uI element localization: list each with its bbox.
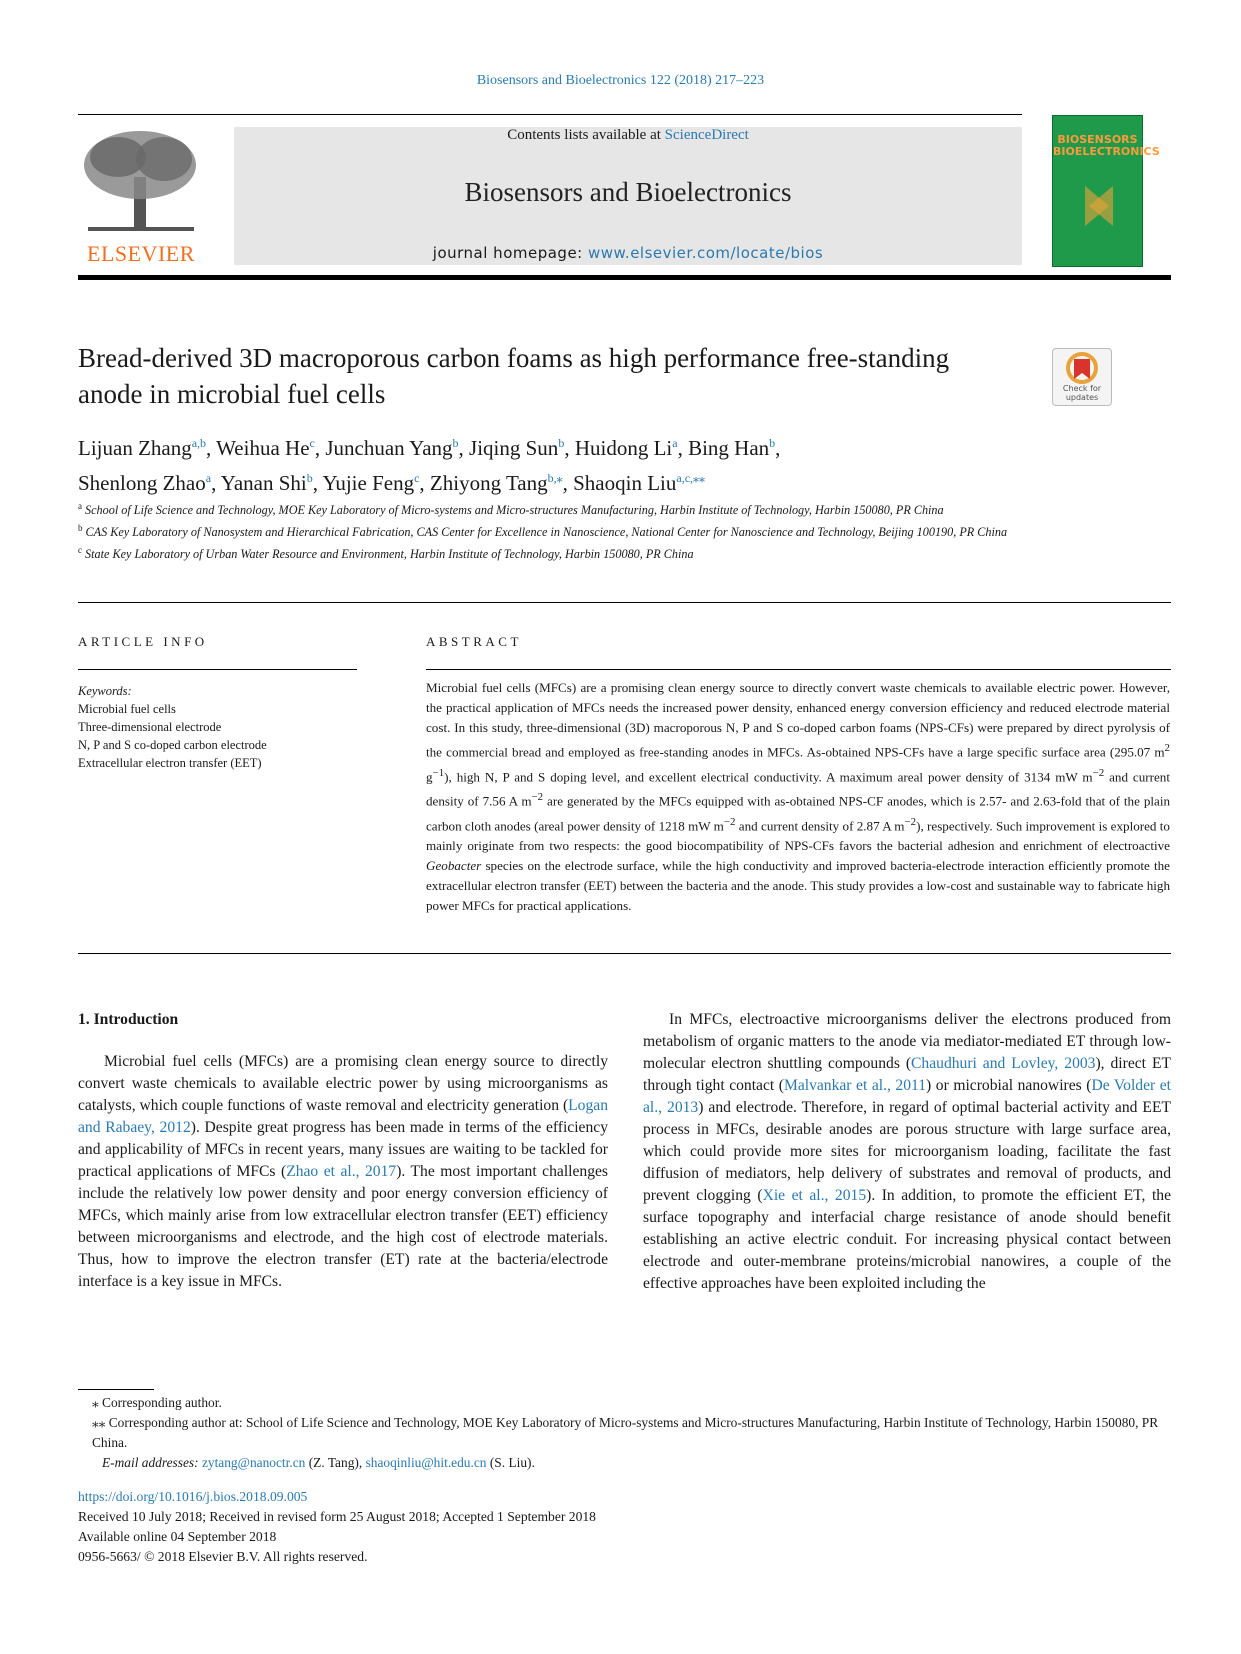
abstract-sup: −2 bbox=[1092, 766, 1105, 779]
article-info-heading: ARTICLE INFO bbox=[78, 634, 208, 649]
journal-banner bbox=[234, 127, 1022, 265]
article-title: Bread-derived 3D macroporous carbon foams as high performance free-standing anode in microbial fuel cells bbox=[78, 343, 950, 409]
homepage-link[interactable]: www.elsevier.com/locate/bios bbox=[588, 244, 824, 262]
affiliation-item bbox=[78, 541, 1038, 563]
abstract-sup: −1 bbox=[432, 766, 445, 779]
author-list: Lijuan Zhang$^{a,b}$, Weihua He$^c$, Junchuan Yang$^b$, Jiqing Sun$^b$, Huidong Li$^a$, Bing Han$^b$, Shenlong Zhao$^a$, Yanan Shi$^b$, Yujie Feng$^c$, Zhiyong Tang$^{b,⁎}$, Shaoqin Liu$^{a,c,⁎⁎}$ bbox=[78, 436, 781, 495]
affiliation-text: School of Life Science and Technology, MOE Key Laboratory of Micro-systems and Micro-structures Manufacturing, Harbin Institute of Technology, Harbin 150080, PR China bbox=[85, 503, 944, 518]
abstract-sup: 2 bbox=[1164, 742, 1170, 755]
author[interactable] bbox=[469, 436, 564, 460]
abstract-sup: −2 bbox=[531, 791, 544, 804]
affiliation-text: CAS Key Laboratory of Nanosystem and Hierarchical Fabrication, CAS Center for Excellence in Nanoscience, National Center for Nanoscience and Technology, Beijing 100190, PR China bbox=[85, 525, 1008, 540]
abstract-seg: ), high N, P and S doping level, and excellent electrical conductivity. A maximum areal power density of 3134 mW m bbox=[444, 769, 1093, 785]
author-name: Bing Han bbox=[688, 436, 770, 460]
author[interactable] bbox=[78, 471, 211, 495]
affiliations bbox=[78, 497, 1038, 563]
affiliation-mark: b bbox=[78, 523, 83, 534]
article-meta bbox=[78, 1487, 978, 1567]
keywords-block bbox=[78, 682, 358, 772]
check-updates-label: Check for updates bbox=[1062, 384, 1102, 402]
intro-right-column bbox=[643, 1009, 1171, 1295]
author-affil-mark: b bbox=[558, 436, 565, 450]
author-affil-mark: b bbox=[452, 436, 459, 450]
elsevier-logo[interactable] bbox=[78, 127, 204, 267]
intro-seg: ) and electrode. Therefore, in regard of optimal bacterial activity and EET process in MFCs, desirable anodes are porous structure with large surface area, which could provide more sites for microorganism loading, facilitate the fast diffusion of mediators, help delivery of substrates and removal of products, and prevent clogging ( bbox=[643, 1099, 1171, 1204]
keyword-item: Extracellular electron transfer (EET) bbox=[78, 756, 262, 770]
intro-seg: ) or microbial nanowires ( bbox=[926, 1077, 1092, 1094]
abstract-seg: and current density of 2.87 A m bbox=[735, 818, 905, 833]
abstract-italic: Geobacter bbox=[426, 858, 482, 874]
author-affil-mark: c bbox=[414, 471, 420, 485]
author-name: Weihua He bbox=[216, 436, 310, 460]
contents-line bbox=[234, 127, 1022, 144]
header-top-rule bbox=[78, 114, 1022, 115]
author-affil-mark: b bbox=[769, 436, 776, 450]
intro-seg: ). In addition, to promote the efficient ET, the surface topography and interfacial charge resistance of anode should benefit establishing an active electric conduit. For increasing physical contact between electrode and outer-membrane proteins/microbial nanowires, a couple of the effective approaches have been exploited including the bbox=[643, 1187, 1171, 1292]
author[interactable] bbox=[216, 436, 315, 460]
author-affil-mark: a,b bbox=[191, 436, 207, 450]
author[interactable] bbox=[430, 471, 563, 495]
reference-link[interactable]: Chaudhuri and Lovley, 2003 bbox=[911, 1055, 1096, 1072]
email-owner: (S. Liu). bbox=[486, 1455, 535, 1470]
journal-cover-thumbnail[interactable] bbox=[1052, 115, 1160, 267]
sciencedirect-link[interactable]: ScienceDirect bbox=[664, 127, 749, 143]
check-for-updates-badge[interactable] bbox=[1052, 348, 1112, 406]
homepage-prefix: journal homepage: bbox=[432, 244, 588, 262]
author-affil-mark: a bbox=[672, 436, 678, 450]
email-label: E-mail addresses: bbox=[102, 1455, 199, 1470]
affiliation-item bbox=[78, 519, 1038, 541]
author[interactable] bbox=[78, 436, 206, 460]
intro-paragraph bbox=[78, 1051, 608, 1293]
author-name: Shaoqin Liu bbox=[573, 471, 677, 495]
author-affil-mark: b bbox=[306, 471, 313, 485]
header-thick-rule bbox=[78, 275, 1171, 280]
tree-icon bbox=[78, 127, 204, 235]
homepage-line bbox=[234, 244, 1022, 262]
author-affil-mark: a,c,⁎⁎ bbox=[676, 471, 706, 485]
reference-link[interactable]: Zhao et al., 2017 bbox=[286, 1163, 397, 1180]
reference-link[interactable]: Logan and Rabaey, 2012 bbox=[78, 1097, 608, 1136]
doi-link[interactable]: https://doi.org/10.1016/j.bios.2018.09.005 bbox=[78, 1489, 308, 1504]
intro-left-column bbox=[78, 1009, 608, 1293]
author[interactable] bbox=[575, 436, 678, 460]
intro-seg: ). The most important challenges include the relatively low power density and poor energy conversion efficiency of MFCs, which mainly arise from low extracellular electron transfer (EET) efficiency between microorganisms and electrode, and the high cost of electrode materials. Thus, how to improve the electron transfer (ET) rate at the bacteria/electrode interface is a key issue in MFCs. bbox=[78, 1163, 608, 1290]
abstract-rule bbox=[426, 669, 1171, 670]
abstract-text bbox=[426, 678, 1170, 916]
author[interactable] bbox=[323, 471, 420, 495]
contents-prefix: Contents lists available at bbox=[507, 127, 665, 143]
journal-citation[interactable] bbox=[0, 73, 1241, 89]
abstract-sup: −2 bbox=[904, 815, 917, 828]
bookmark-icon bbox=[1053, 349, 1111, 389]
keyword-item: Three-dimensional electrode bbox=[78, 720, 222, 734]
reference-link[interactable]: Malvankar et al., 2011 bbox=[783, 1077, 927, 1094]
cover-art-icon bbox=[1053, 116, 1160, 266]
copyright: 0956-5663/ © 2018 Elsevier B.V. All rights reserved. bbox=[78, 1549, 368, 1564]
author-name: Yujie Feng bbox=[322, 471, 415, 495]
abstract-seg: g bbox=[426, 769, 433, 785]
email-link[interactable]: zytang@nanoctr.cn bbox=[201, 1455, 306, 1470]
reference-link[interactable]: De Volder et al., 2013 bbox=[643, 1077, 1171, 1116]
received-dates: Received 10 July 2018; Received in revised form 25 August 2018; Accepted 1 September 2018 bbox=[78, 1509, 596, 1524]
intro-seg: Microbial fuel cells (MFCs) are a promising clean energy source to directly convert waste chemicals to available electric power by using microorganisms as catalysts, which couple functions of waste removal and electricity generation ( bbox=[78, 1053, 608, 1114]
intro-seg: ), direct ET through tight contact ( bbox=[643, 1055, 1171, 1094]
reference-link[interactable]: Xie et al., 2015 bbox=[762, 1187, 867, 1204]
section-heading: 1. Introduction bbox=[78, 1011, 179, 1028]
cover-title: BIOSENSORS BIOELECTRONICS bbox=[1053, 133, 1160, 158]
abstract-heading: ABSTRACT bbox=[426, 634, 522, 649]
intro-seg: In MFCs, electroactive microorganisms deliver the electrons produced from metabolism of organic matters to the anode via mediator-mediated ET through low-molecular electron shuttling compounds ( bbox=[643, 1011, 1171, 1072]
publisher-name: ELSEVIER bbox=[87, 241, 195, 266]
available-online: Available online 04 September 2018 bbox=[78, 1529, 277, 1544]
abstract-sup: −2 bbox=[723, 815, 736, 828]
abstract-seg: Microbial fuel cells (MFCs) are a promising clean energy source to directly convert waste chemicals to available electric power. However, the practical application of MFCs needs the increased power density, enhanced energy conversion efficiency and reduced electrode material cost. In this study, three-dimensional (3D) macroporous N, P and S co-doped carbon foams (NPS-CFs) were prepared by direct pyrolysis of the commercial bread and employed as free-standing anodes in MFCs. As-obtained NPS-CFs have a large specific surface area (295.07 m bbox=[426, 680, 1170, 760]
abstract-seg: and current density of 7.56 A m bbox=[426, 769, 1170, 809]
author[interactable] bbox=[221, 471, 313, 495]
affiliation-mark: c bbox=[78, 545, 82, 556]
journal-title: Biosensors and Bioelectronics bbox=[464, 177, 792, 207]
author-affil-mark: c bbox=[309, 436, 315, 450]
abstract-bottom-rule bbox=[78, 953, 1171, 954]
author-name: Junchuan Yang bbox=[325, 436, 453, 460]
affiliation-mark: a bbox=[78, 501, 82, 511]
email-owner: (Z. Tang), bbox=[305, 1455, 366, 1470]
abstract-seg: are generated by the MFCs equipped with as-obtained NPS-CF anodes, which is 2.57- and 2.63-fold that of the plain carbon cloth anodes (areal power density of 1218 mW m bbox=[426, 793, 1171, 833]
affiliation-item bbox=[78, 497, 1038, 519]
footnote-emails bbox=[78, 1453, 1171, 1473]
abstract-seg: species on the electrode surface, while the high conductivity and improved bacteria-electrode interaction efficiently promote the extracellular electron transfer (EET) between the bacteria and the anode. This study provides a low-cost and sustainable way to fabricate high power MFCs for practical applications. bbox=[426, 858, 1170, 914]
footnote-rule bbox=[78, 1389, 154, 1390]
intro-seg: ). Despite great progress has been made in terms of the efficiency and applicability of MFCs in recent years, many issues are waiting to be tackled for practical applications of MFCs ( bbox=[78, 1119, 608, 1180]
author-name: Jiqing Sun bbox=[469, 436, 559, 460]
author-affil-mark: a bbox=[205, 471, 212, 485]
affiliation-text: State Key Laboratory of Urban Water Resource and Environment, Harbin Institute of Technology, Harbin 150080, PR China bbox=[85, 547, 694, 562]
affiliations-rule bbox=[78, 602, 1171, 603]
intro-paragraph bbox=[643, 1009, 1171, 1295]
author-name: Huidong Li bbox=[574, 436, 673, 460]
citation-text[interactable]: Biosensors and Bioelectronics 122 (2018) 217–223 bbox=[476, 73, 765, 88]
author[interactable] bbox=[688, 436, 775, 460]
footnote-corresponding-2: ⁎⁎ Corresponding author at: School of Life Science and Technology, MOE Key Laboratory of Micro-systems and Micro-structures Manufacturing, Harbin Institute of Technology, Harbin 150080, PR China. bbox=[92, 1415, 1159, 1450]
abstract-seg: ), respectively. Such improvement is explored to mainly originate from two respects: the good biocompatibility of NPS-CFs favors the bacterial adhesion and enrichment of electroactive bbox=[426, 818, 1170, 854]
footnotes bbox=[78, 1393, 1171, 1473]
email-link[interactable]: shaoqinliu@hit.edu.cn bbox=[365, 1455, 487, 1470]
keyword-item: Microbial fuel cells bbox=[78, 702, 176, 716]
author-name: Shenlong Zhao bbox=[78, 471, 206, 495]
footnote-corresponding: ⁎ Corresponding author. bbox=[92, 1395, 222, 1410]
keywords-label: Keywords: bbox=[78, 684, 132, 698]
keyword-item: N, P and S co-doped carbon electrode bbox=[78, 738, 267, 752]
author-affil-mark: b,⁎ bbox=[547, 471, 563, 485]
author-name: Yanan Shi bbox=[220, 471, 307, 495]
author[interactable] bbox=[573, 471, 705, 495]
author-name: Lijuan Zhang bbox=[78, 436, 192, 460]
author[interactable] bbox=[325, 436, 458, 460]
article-info-rule bbox=[78, 669, 357, 670]
author-name: Zhiyong Tang bbox=[429, 471, 548, 495]
